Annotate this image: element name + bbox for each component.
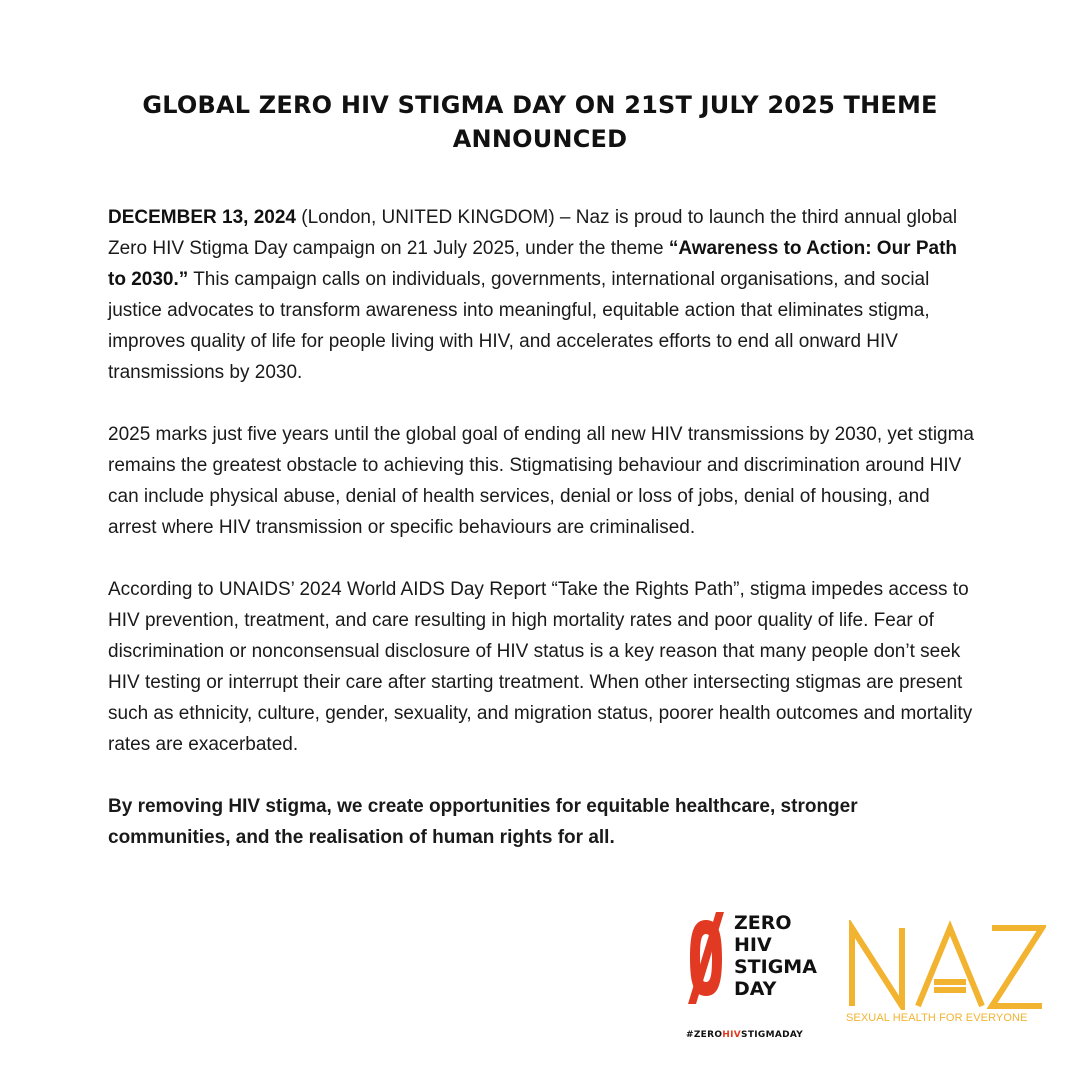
closing-statement: By removing HIV stigma, we create opportunities for equitable healthcare, stronger communities, and the realisation of human rights for all. bbox=[108, 796, 858, 848]
zero-hiv-stigma-day-logo bbox=[686, 912, 826, 1042]
hashtag-part-hiv: HIV bbox=[722, 1030, 742, 1040]
paragraph-context: 2025 marks just five years until the global goal of ending all new HIV transmissions by 2030, yet stigma remains the greatest obstacle to achieving this. Stigmatising behaviour and discrimination around HIV can include physical abuse, denial of health services, denial or loss of jobs, denial of housing, and arrest where HIV transmission or specific behaviours are criminalised. bbox=[108, 424, 975, 538]
naz-logo bbox=[846, 920, 1046, 1030]
intro-text-a: (London, UNITED KINGDOM) – Naz is proud to launch the third annual global Zero HIV Stigma Day campaign on 21 July 2025, under the theme bbox=[108, 207, 958, 259]
zhsd-word-stigma: STIGMA bbox=[734, 956, 817, 978]
zhsd-word-hiv: HIV bbox=[734, 934, 772, 956]
hashtag-part-zero: #ZERO bbox=[686, 1030, 723, 1040]
naz-wordmark-icon bbox=[846, 920, 1046, 1010]
intro-text-b: This campaign calls on individuals, governments, international organisations, and social justice advocates to transform awareness into meaningful, equitable action that eliminates stigma, improves quality of life for people living with HIV, and accelerates efforts to end all onward HIV transmissions by 2030. bbox=[108, 269, 930, 383]
zhsd-word-day: DAY bbox=[734, 978, 777, 1000]
campaign-theme: “Awareness to Action: Our Path to 2030.” bbox=[108, 238, 958, 290]
zhsd-word-zero: ZERO bbox=[734, 912, 792, 934]
page-title: GLOBAL ZERO HIV STIGMA DAY ON 21ST JULY 2025 THEME ANNOUNCED bbox=[142, 91, 938, 153]
paragraph-unaids: According to UNAIDS’ 2024 World AIDS Day Report “Take the Rights Path”, stigma impedes access to HIV prevention, treatment, and care resulting in high mortality rates and poor quality of life. Fear of discrimination or nonconsensual disclosure of HIV status is a key reason that many people don’t seek HIV testing or interrupt their care after starting treatment. When other intersecting stigmas are present such as ethnicity, culture, gender, sexuality, and migration status, poorer health outcomes and mortality rates are exacerbated. bbox=[108, 579, 973, 755]
release-date: DECEMBER 13, 2024 bbox=[108, 207, 296, 228]
slashed-zero-icon bbox=[686, 912, 726, 1004]
paragraph-intro bbox=[108, 202, 978, 388]
campaign-hashtag bbox=[686, 1030, 803, 1040]
naz-tagline: SEXUAL HEALTH FOR EVERYONE bbox=[846, 1012, 1028, 1024]
article-body bbox=[108, 202, 978, 884]
zhsd-wordmark bbox=[734, 912, 817, 1000]
hashtag-part-stigmaday: STIGMADAY bbox=[741, 1030, 804, 1040]
